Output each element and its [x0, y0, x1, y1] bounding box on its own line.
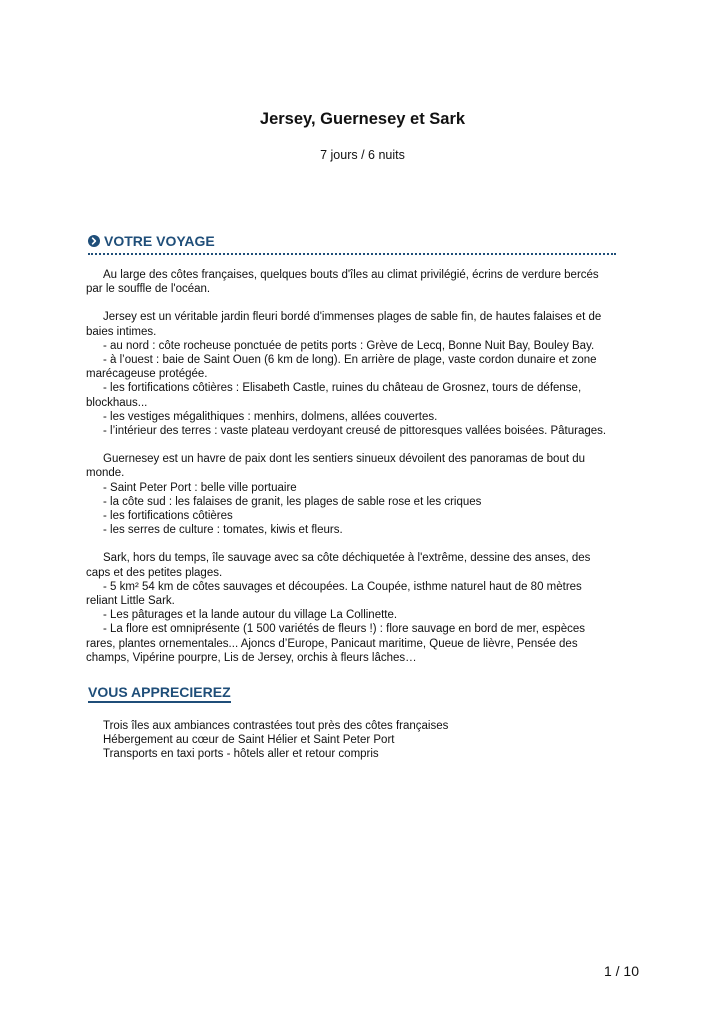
- paragraph-line: monde.: [86, 467, 125, 480]
- bullet-line: - à l’ouest : baie de Saint Ouen (6 km de long). En arrière de plage, vaste cordon dunaire et zone: [103, 354, 597, 367]
- list-item: Hébergement au cœur de Saint Hélier et Saint Peter Port: [103, 734, 395, 747]
- bullet-line: - Les pâturages et la lande autour du village La Collinette.: [103, 609, 398, 622]
- bullet-line: - les vestiges mégalithiques : menhirs, dolmens, allées couvertes.: [103, 410, 438, 423]
- bullet-line: - Saint Peter Port : belle ville portuaire: [103, 481, 297, 494]
- paragraph-line: Sark, hors du temps, île sauvage avec sa côte déchiquetée à l'extrême, dessine des anses, des: [103, 552, 591, 565]
- section-votre-voyage: [88, 232, 616, 255]
- chevron-right-circle-icon: [88, 235, 100, 247]
- bullet-line: - les serres de culture : tomates, kiwis et fleurs.: [103, 524, 343, 537]
- apprecierez-list: [103, 719, 448, 762]
- bullet-line: - les fortifications côtières : Elisabeth Castle, ruines du château de Grosnez, tours de défense,: [103, 382, 582, 395]
- bullet-line: blockhaus...: [86, 396, 148, 409]
- bullet-line: - l’intérieur des terres : vaste plateau verdoyant creusé de pittoresques vallées boisées. Pâturages.: [103, 425, 607, 438]
- paragraph-gap: [86, 438, 638, 452]
- bullet-line: champs, Vipérine pourpre, Lis de Jersey, orchis à fleurs lâches…: [86, 651, 417, 664]
- document-subtitle: 7 jours / 6 nuits: [320, 148, 405, 162]
- paragraph-gap: [86, 537, 638, 551]
- bullet-line: marécageuse protégée.: [86, 368, 208, 381]
- section-heading-text: VOUS APPRECIEREZ: [88, 684, 231, 703]
- bullet-line: reliant Little Sark.: [86, 595, 175, 608]
- document-title: Jersey, Guernesey et Sark: [259, 110, 466, 128]
- bullet-line: - la côte sud : les falaises de granit, les plages de sable rose et les criques: [103, 495, 482, 508]
- section-heading: [88, 232, 616, 250]
- list-item: Transports en taxi ports - hôtels aller et retour compris: [103, 748, 379, 761]
- paragraph-line: Au large des côtes françaises, quelques bouts d'îles au climat privilégié, écrins de verdure bercés: [103, 269, 599, 281]
- bullet-line: rares, plantes ornementales... Ajoncs d’Europe, Panicaut maritime, Queue de lièvre, Pensée des: [86, 637, 578, 650]
- page-number: 1 / 10: [603, 963, 639, 979]
- paragraph-line: par le souffle de l'océan.: [86, 283, 211, 296]
- bullet-line: - les fortifications côtières: [103, 510, 233, 523]
- section-heading-text: VOTRE VOYAGE: [104, 233, 215, 249]
- paragraph-line: baies intimes.: [86, 325, 157, 338]
- dotted-divider: [88, 253, 616, 255]
- bullet-line: - La flore est omniprésente (1 500 variétés de fleurs !) : flore sauvage en bord de mer, espèces: [103, 623, 585, 636]
- bullet-line: - 5 km² 54 km de côtes sauvages et découpées. La Coupée, isthme naturel haut de 80 mètres: [103, 580, 582, 593]
- bullet-line: - au nord : côte rocheuse ponctuée de petits ports : Grève de Lecq, Bonne Nuit Bay, Bouley Bay.: [103, 339, 595, 352]
- list-item: Trois îles aux ambiances contrastées tout près des côtes françaises: [103, 720, 449, 732]
- paragraph-line: caps et des petites plages.: [86, 566, 223, 579]
- voyage-body-text: [86, 268, 638, 665]
- section-vous-apprecierez: [88, 684, 231, 703]
- paragraph-line: Guernesey est un havre de paix dont les sentiers sinueux dévoilent des panoramas de bout du: [103, 453, 586, 466]
- paragraph-line: Jersey est un véritable jardin fleuri bordé d'immenses plages de sable fin, de hautes falaises et de: [103, 311, 602, 324]
- paragraph-gap: [86, 296, 638, 310]
